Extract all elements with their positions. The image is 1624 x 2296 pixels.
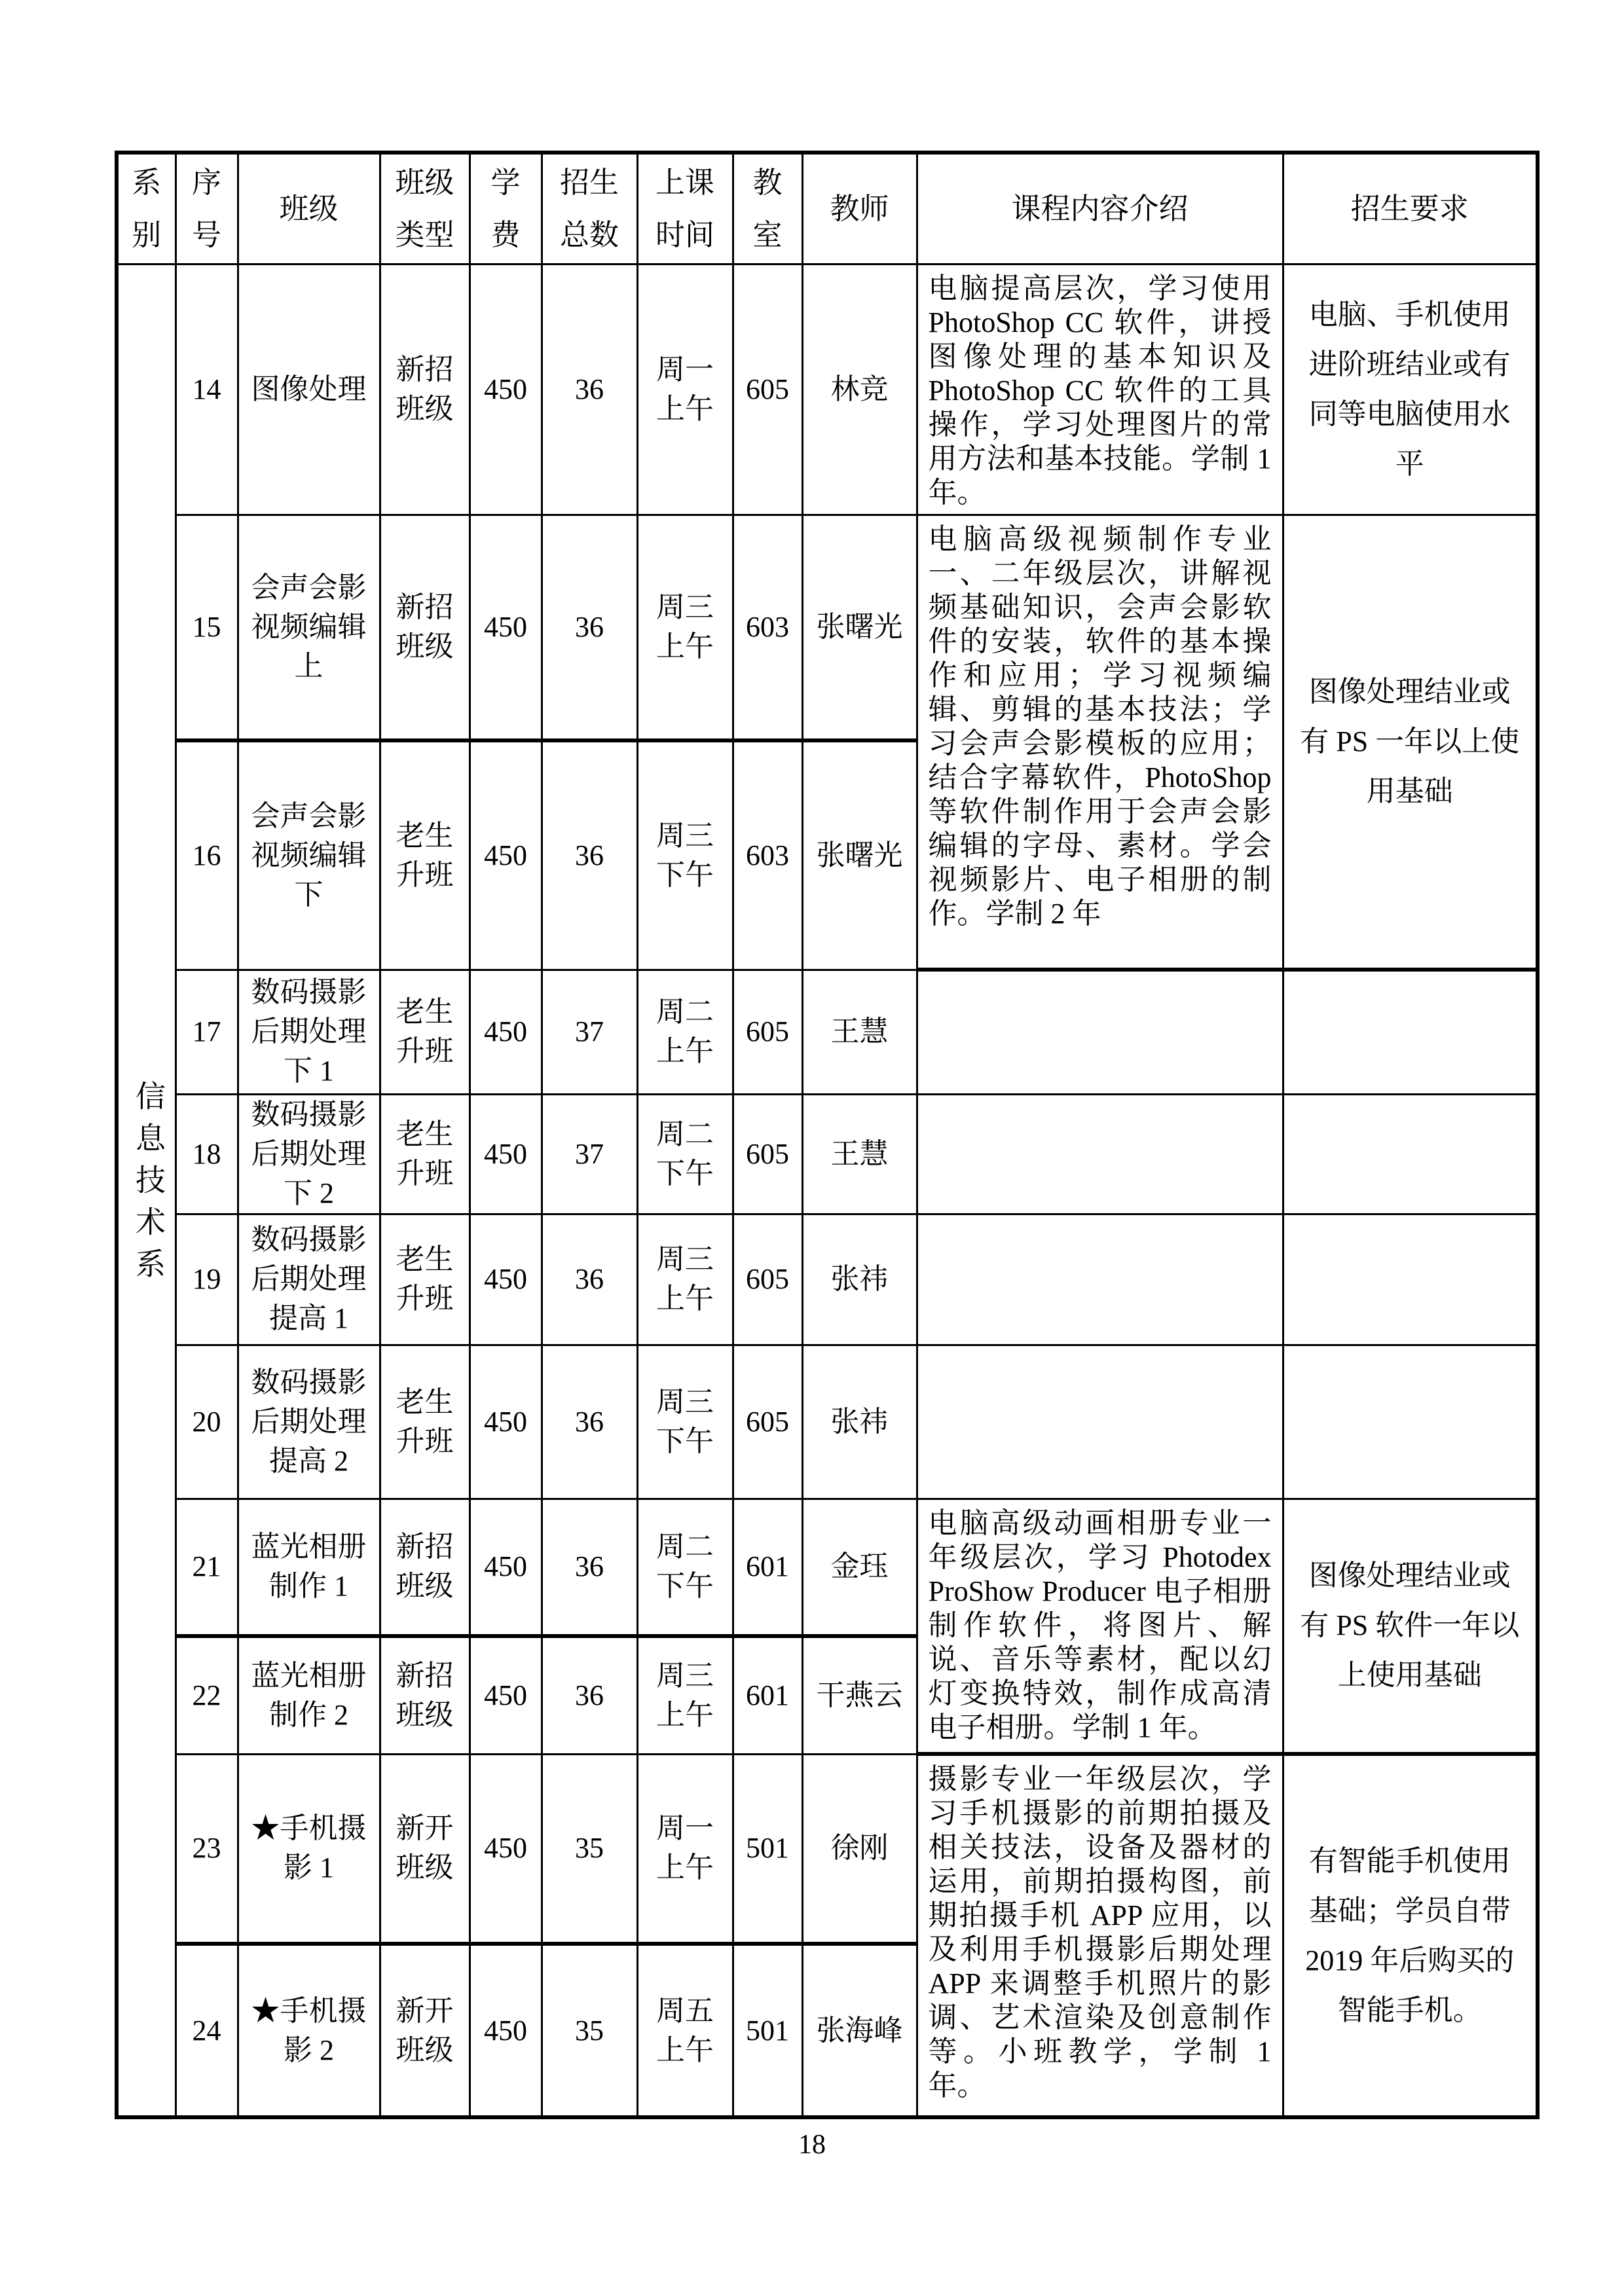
cell-requirement: 有智能手机使用基础；学员自带 2019 年后购买的智能手机。	[1283, 1754, 1538, 2117]
cell-requirement: 电脑、手机使用进阶班结业或有同等电脑使用水平	[1283, 264, 1538, 515]
cell-class-name: 数码摄影后期处理下 2	[238, 1094, 380, 1214]
table-row	[117, 1754, 1538, 1944]
header-enroll-total: 招生总数	[542, 153, 637, 264]
cell-time: 周三下午	[637, 740, 733, 970]
cell-no: 15	[175, 515, 238, 740]
cell-no: 20	[175, 1345, 238, 1499]
cell-time: 周二上午	[637, 970, 733, 1094]
cell-content	[917, 970, 1283, 1094]
cell-requirement: 图像处理结业或有 PS 软件一年以上使用基础	[1283, 1499, 1538, 1754]
table-row	[117, 1499, 1538, 1636]
cell-time: 周二下午	[637, 1094, 733, 1214]
cell-time: 周三上午	[637, 1636, 733, 1754]
cell-class-name: 数码摄影后期处理提高 1	[238, 1214, 380, 1345]
cell-class-type: 新招班级	[380, 1636, 470, 1754]
cell-fee: 450	[470, 740, 542, 970]
table-header-row	[117, 153, 1538, 264]
cell-requirement	[1283, 1214, 1538, 1345]
cell-teacher: 张曙光	[802, 515, 917, 740]
cell-time: 周一上午	[637, 264, 733, 515]
cell-room: 603	[733, 515, 802, 740]
table-row	[117, 1345, 1538, 1499]
cell-class-type: 新招班级	[380, 515, 470, 740]
header-dept: 系别	[117, 153, 175, 264]
cell-enroll: 35	[542, 1944, 637, 2117]
cell-class-type: 老生升班	[380, 1094, 470, 1214]
cell-no: 21	[175, 1499, 238, 1636]
course-schedule-table	[115, 151, 1540, 2119]
cell-room: 605	[733, 1345, 802, 1499]
cell-requirement: 图像处理结业或有 PS 一年以上使用基础	[1283, 515, 1538, 970]
cell-requirement	[1283, 1094, 1538, 1214]
header-requirement: 招生要求	[1283, 153, 1538, 264]
cell-room: 501	[733, 1944, 802, 2117]
cell-content	[917, 1094, 1283, 1214]
cell-no: 23	[175, 1754, 238, 1944]
header-class-type: 班级类型	[380, 153, 470, 264]
cell-room: 605	[733, 970, 802, 1094]
cell-time: 周三下午	[637, 1345, 733, 1499]
cell-class-type: 老生升班	[380, 740, 470, 970]
cell-teacher: 王慧	[802, 1094, 917, 1214]
cell-room: 605	[733, 1094, 802, 1214]
cell-enroll: 36	[542, 740, 637, 970]
header-content: 课程内容介绍	[917, 153, 1283, 264]
cell-fee: 450	[470, 970, 542, 1094]
cell-time: 周三上午	[637, 1214, 733, 1345]
cell-no: 24	[175, 1944, 238, 2117]
cell-class-type: 新招班级	[380, 1499, 470, 1636]
cell-enroll: 36	[542, 1499, 637, 1636]
cell-fee: 450	[470, 1094, 542, 1214]
cell-room: 501	[733, 1754, 802, 1944]
cell-class-name: 蓝光相册制作 1	[238, 1499, 380, 1636]
cell-class-type: 老生升班	[380, 1214, 470, 1345]
table-row	[117, 515, 1538, 740]
cell-no: 14	[175, 264, 238, 515]
cell-fee: 450	[470, 264, 542, 515]
dept-vertical-label: 信息技术系	[132, 1080, 165, 1290]
cell-teacher: 林竞	[802, 264, 917, 515]
cell-time: 周五上午	[637, 1944, 733, 2117]
cell-fee: 450	[470, 1214, 542, 1345]
cell-enroll: 37	[542, 1094, 637, 1214]
cell-fee: 450	[470, 1944, 542, 2117]
cell-requirement	[1283, 970, 1538, 1094]
header-no: 序号	[175, 153, 238, 264]
cell-class-type: 老生升班	[380, 1345, 470, 1499]
cell-no: 16	[175, 740, 238, 970]
cell-teacher: 金珏	[802, 1499, 917, 1636]
table-row	[117, 1094, 1538, 1214]
cell-fee: 450	[470, 1499, 542, 1636]
page-number: 18	[798, 2130, 826, 2160]
cell-teacher: 张祎	[802, 1214, 917, 1345]
cell-time: 周三上午	[637, 515, 733, 740]
cell-room: 603	[733, 740, 802, 970]
cell-room: 601	[733, 1499, 802, 1636]
header-class-time: 上课时间	[637, 153, 733, 264]
cell-class-type: 新招班级	[380, 264, 470, 515]
cell-class-type: 老生升班	[380, 970, 470, 1094]
cell-fee: 450	[470, 1636, 542, 1754]
cell-teacher: 张祎	[802, 1345, 917, 1499]
header-class-name: 班级	[238, 153, 380, 264]
dept-cell	[117, 264, 175, 2117]
cell-enroll: 36	[542, 1214, 637, 1345]
cell-class-name: 会声会影视频编辑下	[238, 740, 380, 970]
cell-room: 605	[733, 1214, 802, 1345]
cell-enroll: 36	[542, 1345, 637, 1499]
cell-no: 17	[175, 970, 238, 1094]
header-room: 教室	[733, 153, 802, 264]
cell-content	[917, 1345, 1283, 1499]
cell-content: 电脑高级视频制作专业一、二年级层次，讲解视频基础知识，会声会影软件的安装，软件的基本操作和应用；学习视频编辑、剪辑的基本技法；学习会声会影模板的应用；结合字幕软件，PhotoShop 等软件制作用于会声会影编辑的字母、素材。学会视频影片、电子相册的制作。学制 2 年	[917, 515, 1283, 970]
cell-content	[917, 1214, 1283, 1345]
cell-enroll: 35	[542, 1754, 637, 1944]
cell-no: 19	[175, 1214, 238, 1345]
cell-fee: 450	[470, 515, 542, 740]
cell-fee: 450	[470, 1345, 542, 1499]
cell-class-type: 新开班级	[380, 1754, 470, 1944]
cell-time: 周二下午	[637, 1499, 733, 1636]
cell-class-name: 数码摄影后期处理下 1	[238, 970, 380, 1094]
cell-enroll: 37	[542, 970, 637, 1094]
table-row	[117, 264, 1538, 515]
cell-class-name: ★手机摄影 1	[238, 1754, 380, 1944]
cell-enroll: 36	[542, 1636, 637, 1754]
cell-teacher: 张海峰	[802, 1944, 917, 2117]
cell-teacher: 徐刚	[802, 1754, 917, 1944]
cell-class-name: ★手机摄影 2	[238, 1944, 380, 2117]
cell-room: 605	[733, 264, 802, 515]
cell-no: 18	[175, 1094, 238, 1214]
cell-requirement	[1283, 1345, 1538, 1499]
cell-class-name: 数码摄影后期处理提高 2	[238, 1345, 380, 1499]
cell-room: 601	[733, 1636, 802, 1754]
table-row	[117, 970, 1538, 1094]
cell-class-name: 图像处理	[238, 264, 380, 515]
cell-fee: 450	[470, 1754, 542, 1944]
cell-enroll: 36	[542, 515, 637, 740]
cell-teacher: 张曙光	[802, 740, 917, 970]
cell-content: 电脑高级动画相册专业一年级层次，学习 Photodex ProShow Producer 电子相册制作软件，将图片、解说、音乐等素材，配以幻灯变换特效，制作成高清电子相册。学制 1 年。	[917, 1499, 1283, 1754]
cell-enroll: 36	[542, 264, 637, 515]
cell-content: 摄影专业一年级层次，学习手机摄影的前期拍摄及相关技法，设备及器材的运用，前期拍摄构图，前期拍摄手机 APP 应用，以及利用手机摄影后期处理 APP 来调整手机照片的影调、艺术渲染及创意制作等。小班教学，学制 1 年。	[917, 1754, 1283, 2117]
cell-teacher: 王慧	[802, 970, 917, 1094]
cell-content: 电脑提高层次，学习使用 PhotoShop CC 软件，讲授图像处理的基本知识及 PhotoShop CC 软件的工具操作，学习处理图片的常用方法和基本技能。学制 1 年。	[917, 264, 1283, 515]
cell-class-name: 会声会影视频编辑上	[238, 515, 380, 740]
cell-no: 22	[175, 1636, 238, 1754]
cell-time: 周一上午	[637, 1754, 733, 1944]
table-row	[117, 1214, 1538, 1345]
header-fee: 学费	[470, 153, 542, 264]
cell-teacher: 干燕云	[802, 1636, 917, 1754]
header-teacher: 教师	[802, 153, 917, 264]
cell-class-type: 新开班级	[380, 1944, 470, 2117]
cell-class-name: 蓝光相册制作 2	[238, 1636, 380, 1754]
